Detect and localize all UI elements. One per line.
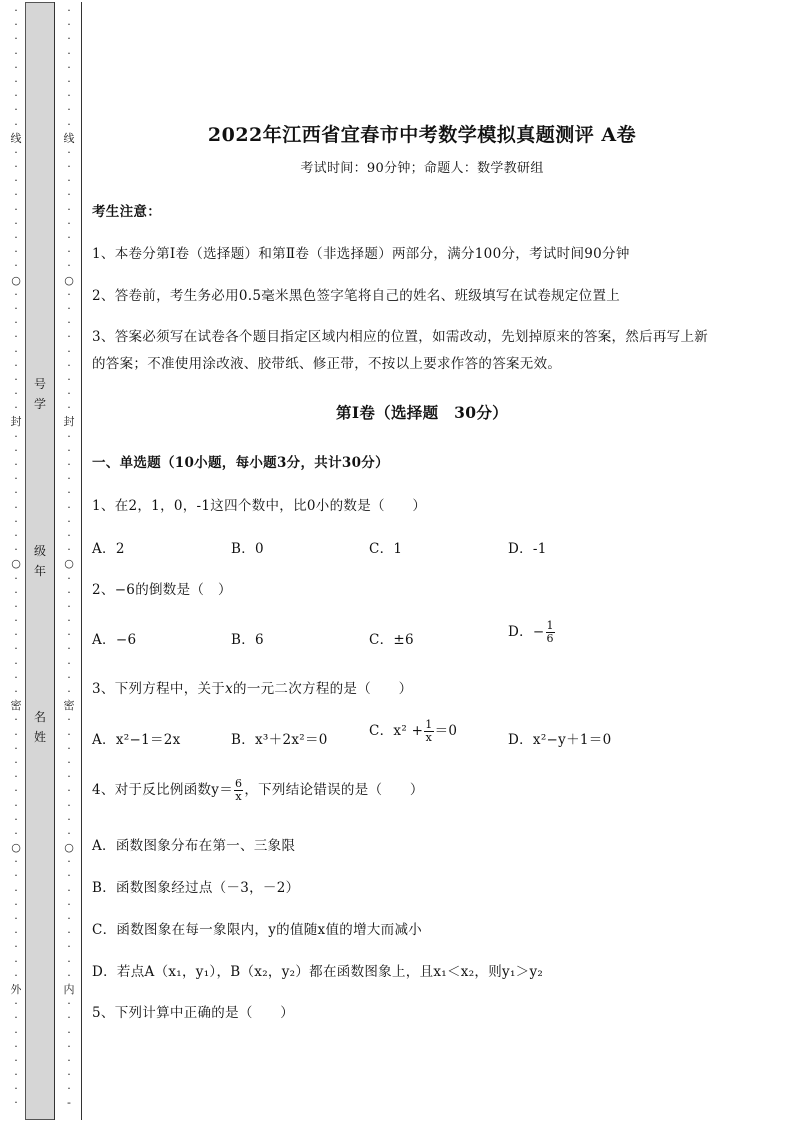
q3-c-numerator: 1 [425,718,433,731]
q3-c-denominator: x [425,731,433,744]
inner-seal-mark: 封 [63,415,75,429]
outer-seal-mark: · [14,528,18,542]
label-ming: 名 [33,710,46,724]
inner-seal-mark: · [67,231,71,244]
outer-seal-mark: · [14,954,18,968]
part-heading: 一、单选题（10小题，每小题3分，共计30分） [92,455,389,471]
outer-seal-mark: · [14,1082,18,1096]
q3-c-fraction [424,719,433,744]
inner-seal-mark: · [67,330,71,344]
outer-seal-mark: · [14,628,18,642]
inner-seal-mark: · [67,287,71,301]
page-title: 2022年江西省宜春市中考数学模拟真题测评 A卷 [207,124,637,146]
notice-heading: 考生注意： [92,204,161,220]
inner-seal-mark: · [67,670,71,684]
outer-seal-mark: · [14,997,18,1011]
outer-seal-mark: · [14,358,18,372]
q2-d-denominator: 6 [546,632,554,645]
q2-d-numerator: 1 [546,619,554,632]
question-4-option-d: D．若点A（x₁，y₁），B（x₂，y₂）都在函数图象上，且x₁＜x₂，则y₁＞y₂ [92,964,544,980]
q4-fraction [234,778,243,803]
inner-seal-mark: · [67,685,71,698]
inner-seal-mark: · [67,869,71,883]
outer-seal-mark: · [14,571,18,585]
question-1-option-c: C．1 [369,541,403,557]
inner-seal-mark: · [67,940,71,954]
outer-seal-mark: · [14,912,18,925]
outer-seal-mark: · [14,4,18,17]
outer-seal-mark: · [14,614,18,628]
inner-seal-mark: · [67,358,71,372]
question-2-stem: 2、−6的倒数是（ ） [92,582,232,598]
outer-seal-mark: · [14,330,18,344]
outer-seal-column [10,4,22,1111]
outer-seal-mark: · [14,486,18,500]
outer-seal-mark: · [14,145,18,159]
inner-seal-mark: 线 [63,131,75,145]
inner-seal-mark: ○ [64,557,74,571]
inner-seal-mark: · [67,429,71,443]
inner-seal-mark: · [67,784,71,798]
outer-seal-mark: 密 [10,699,22,713]
outer-seal-mark: · [14,770,18,784]
outer-seal-mark: · [14,656,18,670]
inner-seal-mark: ○ [64,841,74,855]
outer-seal-mark: · [14,458,18,471]
question-3-option-a: A．x²−1＝2x [92,732,181,748]
inner-seal-mark: · [67,727,71,741]
q3-c-pre: C．x² + [369,723,424,739]
inner-seal-mark: · [67,528,71,542]
inner-seal-mark: · [67,968,71,982]
inner-seal-mark: · [67,60,71,74]
q4-stem-post: ，下列结论错误的是（ ） [244,782,424,798]
outer-seal-mark: · [14,18,18,32]
inner-seal-mark: · [67,46,71,60]
outer-seal-mark: · [14,1039,18,1053]
inner-seal-mark: · [67,145,71,159]
inner-seal-mark: · [67,117,71,131]
inner-seal-mark: - [67,1096,71,1110]
inner-seal-mark: · [67,912,71,925]
inner-seal-mark: · [67,755,71,769]
outer-seal-mark: · [14,287,18,301]
outer-seal-mark: · [14,216,18,230]
outer-seal-mark: · [14,174,18,188]
inner-seal-mark: · [67,89,71,103]
inner-seal-mark: · [67,585,71,599]
outer-seal-mark: · [14,429,18,443]
outer-seal-mark: · [14,245,18,259]
inner-seal-mark: · [67,174,71,188]
q4-numerator: 6 [235,777,243,790]
outer-seal-mark: · [14,855,18,869]
inner-seal-mark: · [67,103,71,117]
q2-d-prefix: D．− [508,624,545,640]
inner-seal-mark: · [67,245,71,259]
outer-seal-mark: · [14,202,18,216]
outer-seal-mark: · [14,514,18,528]
question-4-option-c: C．函数图象在每一象限内，y的值随x值的增大而减小 [92,922,423,938]
outer-seal-mark: · [14,897,18,911]
inner-seal-mark: · [67,387,71,401]
outer-seal-mark: · [14,60,18,74]
outer-seal-mark: · [14,443,18,457]
outer-seal-mark: · [14,32,18,46]
outer-seal-mark: · [14,259,18,273]
outer-seal-mark: · [14,160,18,174]
outer-seal-mark: · [14,500,18,514]
outer-seal-mark: · [14,1025,18,1039]
outer-seal-mark: · [14,585,18,599]
outer-seal-mark: · [14,1011,18,1025]
inner-seal-mark: · [67,32,71,46]
inner-seal-mark: · [67,4,71,17]
inner-seal-mark: · [67,543,71,557]
q3-stem-pre: 3、下列方程中，关于 [92,681,226,697]
inner-seal-mark: · [67,883,71,897]
outer-seal-mark: · [14,1096,18,1110]
q3-stem-post: 的一元二次方程的是（ ） [233,681,413,697]
inner-seal-mark: 密 [63,699,75,713]
inner-seal-mark: · [67,614,71,628]
outer-seal-mark: · [14,798,18,812]
inner-seal-mark: · [67,1025,71,1039]
inner-seal-mark: · [67,997,71,1011]
question-4-stem [92,778,424,803]
outer-seal-mark: · [14,387,18,401]
inner-seal-mark: · [67,160,71,174]
outer-seal-mark: · [14,968,18,982]
margin-border-line [81,2,82,1120]
exam-subtitle: 考试时间：90分钟；命题人：数学教研组 [300,161,544,176]
outer-seal-mark: · [14,401,18,415]
inner-seal-mark: · [67,500,71,514]
question-3-option-b: B．x³＋2x²＝0 [231,732,328,748]
inner-seal-mark: · [67,372,71,386]
question-1-option-b: B．0 [231,541,264,557]
outer-seal-mark: · [14,344,18,358]
outer-seal-mark: · [14,301,18,315]
inner-seal-mark: · [67,812,71,826]
outer-seal-mark: · [14,755,18,769]
question-2-option-c: C．±6 [369,632,414,648]
outer-seal-mark: · [14,372,18,386]
inner-seal-mark: · [67,897,71,911]
section-title: 第Ⅰ卷（选择题 30分） [336,403,508,422]
inner-seal-mark: · [67,628,71,642]
outer-seal-mark: · [14,713,18,727]
inner-seal-mark: · [67,301,71,315]
q3-c-post: ＝0 [434,723,458,739]
question-2-option-a: A．−6 [92,632,137,648]
q2-d-fraction [546,620,555,645]
inner-seal-mark: · [67,713,71,727]
inner-seal-mark: · [67,316,71,330]
question-5-stem: 5、下列计算中正确的是（ ） [92,1005,295,1021]
inner-seal-mark: ○ [64,273,74,287]
outer-seal-mark: · [14,869,18,883]
inner-seal-mark: · [67,472,71,486]
inner-seal-column [63,4,75,1111]
inner-seal-mark: · [67,458,71,471]
outer-seal-mark: · [14,231,18,244]
inner-seal-mark: · [67,216,71,230]
outer-seal-mark: · [14,812,18,826]
outer-seal-mark: · [14,472,18,486]
outer-seal-mark: · [14,599,18,613]
q4-denominator: x [235,790,242,803]
outer-seal-mark: · [14,89,18,103]
inner-seal-mark: · [67,202,71,216]
inner-seal-mark: · [67,74,71,88]
outer-seal-mark: 封 [10,415,22,429]
inner-seal-mark: · [67,1082,71,1096]
outer-seal-mark: · [14,826,18,840]
outer-seal-mark: · [14,316,18,330]
question-3-option-c [369,719,457,744]
inner-seal-mark: · [67,1053,71,1067]
inner-seal-mark: · [67,599,71,613]
question-3-option-d: D．x²−y＋1＝0 [508,732,612,748]
question-1-option-a: A．2 [92,541,125,557]
outer-seal-mark: · [14,188,18,202]
question-3-stem [92,677,412,697]
inner-seal-mark: · [67,1068,71,1082]
outer-seal-mark: · [14,741,18,755]
outer-seal-mark: · [14,670,18,684]
outer-seal-mark: · [14,543,18,557]
question-1-option-d: D．-1 [508,541,547,557]
outer-seal-mark: · [14,1068,18,1082]
outer-seal-mark: ○ [11,273,21,287]
inner-seal-mark: · [67,188,71,202]
inner-seal-mark: · [67,443,71,457]
notice-item-1: 1、本卷分第Ⅰ卷（选择题）和第Ⅱ卷（非选择题）两部分，满分100分，考试时间90分钟 [92,246,630,262]
notice-item-2: 2、答卷前，考生务必用0.5毫米黑色签字笔将自己的姓名、班级填写在试卷规定位置上 [92,288,621,304]
q4-stem-pre: 4、对于反比例函数y＝ [92,782,234,798]
inner-seal-mark: · [67,401,71,415]
outer-seal-mark: · [14,642,18,656]
question-4-option-b: B．函数图象经过点（－3，－2） [92,880,300,896]
inner-seal-mark: · [67,514,71,528]
outer-seal-mark: · [14,727,18,741]
label-xing: 姓 [33,730,46,744]
inner-seal-mark: · [67,486,71,500]
inner-seal-mark: · [67,741,71,755]
inner-seal-mark: · [67,926,71,940]
inner-seal-mark: · [67,954,71,968]
outer-seal-mark: · [14,117,18,131]
outer-seal-mark: ○ [11,557,21,571]
outer-seal-mark: · [14,883,18,897]
inner-seal-mark: · [67,642,71,656]
question-1-stem: 1、在2，1，0，-1这四个数中，比0小的数是（ ） [92,498,427,514]
question-2-option-d [508,620,556,645]
inner-seal-mark: · [67,656,71,670]
inner-seal-mark: · [67,1039,71,1053]
outer-seal-mark: · [14,926,18,940]
label-hao: 号 [33,377,46,391]
outer-seal-mark: · [14,74,18,88]
outer-seal-mark: ○ [11,841,21,855]
inner-seal-mark: · [67,1011,71,1025]
notice-item-3-cont: 的答案；不准使用涂改液、胶带纸、修正带，不按以上要求作答的答案无效。 [92,356,562,372]
inner-seal-mark: · [67,798,71,812]
question-4-option-a: A．函数图象分布在第一、三象限 [92,838,296,854]
label-ji: 级 [33,544,46,558]
inner-seal-mark: · [67,855,71,869]
question-2-option-b: B．6 [231,632,264,648]
inner-seal-mark: · [67,344,71,358]
outer-seal-mark: 线 [10,131,22,145]
label-nian: 年 [33,564,46,578]
inner-seal-mark: 内 [63,982,75,996]
q3-stem-var: x [225,681,234,697]
outer-seal-mark: · [14,784,18,798]
outer-seal-mark: 外 [10,982,22,996]
inner-seal-mark: · [67,18,71,32]
inner-seal-mark: · [67,770,71,784]
inner-seal-mark: · [67,826,71,840]
outer-seal-mark: · [14,103,18,117]
outer-seal-mark: · [14,940,18,954]
inner-seal-mark: · [67,259,71,273]
outer-seal-mark: · [14,685,18,698]
notice-item-3: 3、答案必须写在试卷各个题目指定区域内相应的位置，如需改动，先划掉原来的答案，然后再写上新 [92,329,709,345]
outer-seal-mark: · [14,46,18,60]
inner-seal-mark: · [67,571,71,585]
outer-seal-mark: · [14,1053,18,1067]
label-xue: 学 [33,397,46,411]
